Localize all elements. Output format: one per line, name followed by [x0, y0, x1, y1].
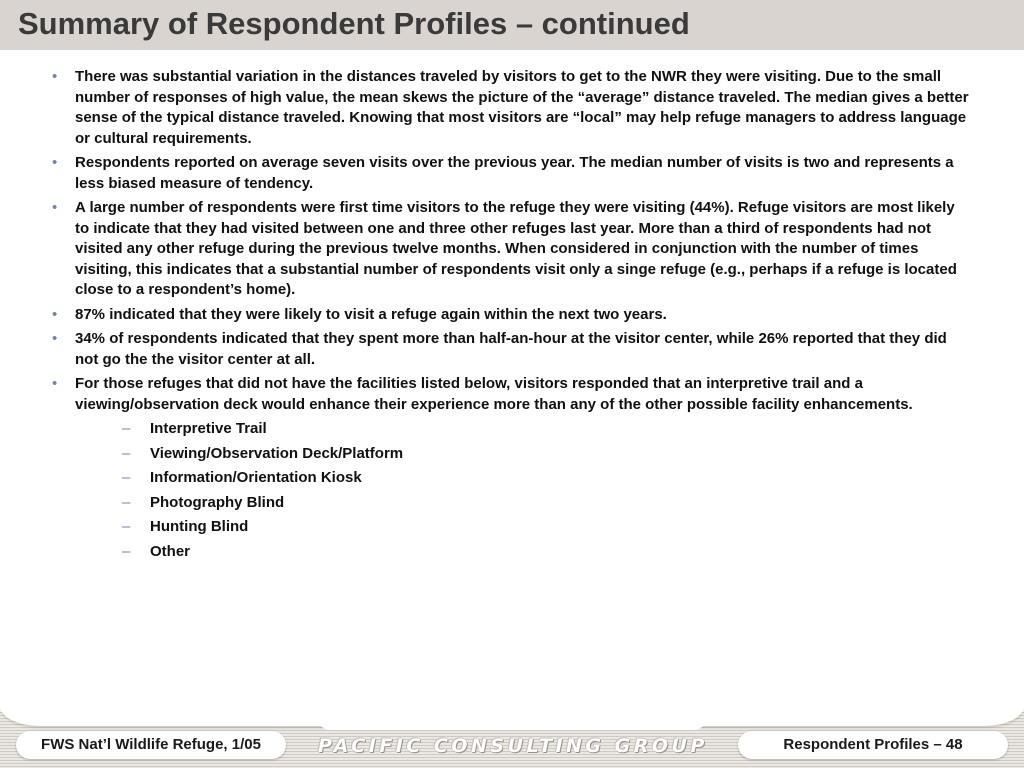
sub-item [122, 419, 972, 440]
sub-item [122, 542, 972, 563]
footer-page-label: Respondent Profiles – 48 [738, 731, 1008, 759]
bullet-list [52, 67, 972, 562]
bullet-text: There was substantial variation in the distances traveled by visitors to get to the NWR they were visiting. Due to the small number of responses of high value, the mean skews the picture of the “average” distance traveled. The median gives a better sense of the typical distance traveled. Knowing that most visitors are “local” may help refuge managers to address language or cultural requirements. [75, 68, 969, 147]
bullet-text: A large number of respondents were first time visitors to the refuge they were visiting (44%). Refuge visitors are most likely to indicate that they had visited between one and three other refuges last year. More than a third of respondents had not visited any other refuge during the previous twelve months. When considered in conjunction with the number of times visiting, this indicates that a substantial number of respondents visit only a singe refuge (e.g., perhaps if a refuge is located close to a respondent’s home). [75, 199, 957, 298]
sub-marker: – [122, 493, 131, 511]
bullet-item [52, 329, 972, 370]
sub-item-text: Information/Orientation Kiosk [150, 469, 362, 486]
sub-item [122, 493, 972, 514]
bullet-marker: • [52, 375, 58, 392]
sub-item-text: Photography Blind [150, 493, 285, 511]
bullet-text: Respondents reported on average seven visits over the previous year. The median number of visits is two and represents a less biased measure of tendency. [75, 154, 954, 192]
bullet-marker: • [52, 199, 58, 216]
bullet-item [52, 67, 972, 149]
sub-marker: – [122, 542, 131, 560]
bullet-text: 87% indicated that they were likely to visit a refuge again within the next two years. [75, 305, 667, 323]
title-bar [0, 0, 1024, 50]
sub-item-text: Viewing/Observation Deck/Platform [150, 444, 404, 462]
bullet-text: For those refuges that did not have the facilities listed below, visitors responded that an interpretive trail and a viewing/observation deck would enhance their experience more than any of the other possible facility enhancements. [75, 375, 913, 413]
bullet-item [52, 374, 972, 562]
sub-item [122, 444, 972, 465]
slide-title: Summary of Respondent Profiles – continued [18, 6, 690, 41]
brand-logo: PACIFIC CONSULTING GROUP [318, 735, 708, 757]
bullet-text: 34% of respondents indicated that they spent more than half-an-hour at the visitor center, while 26% reported that they did not go the the visitor center at all. [75, 330, 947, 368]
footer-arch-notch [318, 718, 706, 730]
sub-item-text: Other [150, 542, 191, 560]
sub-item [122, 468, 972, 489]
footer-left-label: FWS Nat’l Wildlife Refuge, 1/05 [16, 731, 286, 759]
slide-content [52, 67, 972, 566]
bullet-item [52, 305, 972, 326]
sub-marker: – [122, 469, 131, 486]
sub-marker: – [122, 518, 131, 535]
bullet-marker: • [52, 305, 58, 323]
sub-item-text: Interpretive Trail [150, 420, 267, 437]
sub-marker: – [122, 420, 131, 437]
bullet-item [52, 153, 972, 194]
facility-list [75, 419, 972, 562]
sub-item-text: Hunting Blind [150, 518, 249, 535]
bullet-marker: • [52, 68, 58, 85]
bullet-item [52, 198, 972, 301]
bullet-marker: • [52, 330, 58, 347]
sub-marker: – [122, 444, 131, 462]
bullet-marker: • [52, 154, 58, 171]
sub-item [122, 517, 972, 538]
